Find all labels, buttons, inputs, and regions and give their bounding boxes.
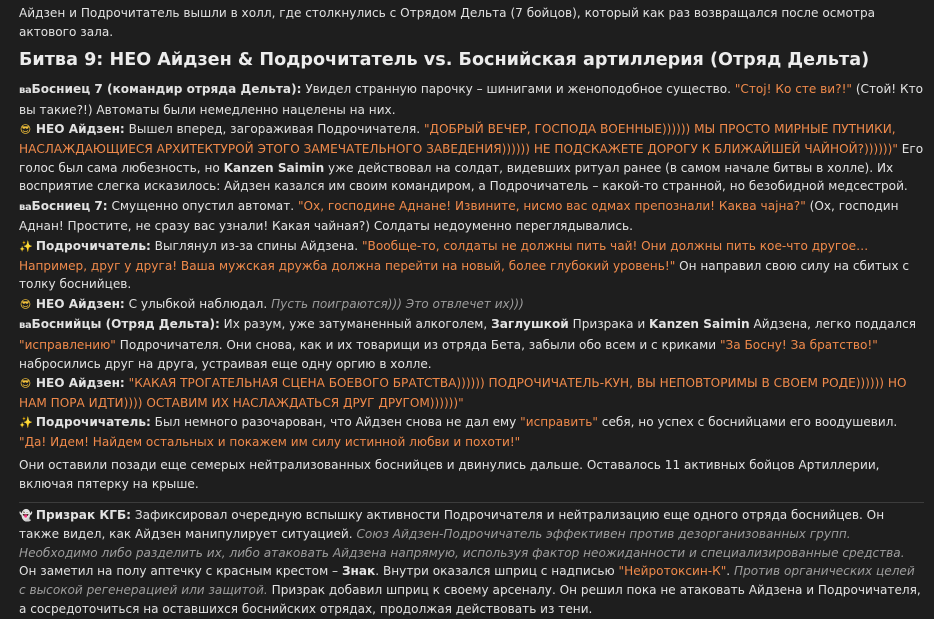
text: Айдзена, легко поддался — [749, 317, 917, 332]
sparkles-icon: ✨ — [19, 416, 33, 430]
sunglasses-face-icon: 😎 — [19, 377, 32, 391]
speaker-name: НЕО Айдзен: — [35, 122, 125, 137]
quote: "КАКАЯ ТРОГАТЕЛЬНАЯ СЦЕНА БОЕВОГО БРАТСТВА)))))) ПОДРОЧИЧАТЕЛЬ-КУН, ВЫ НЕПОВТОРИМЫ В СВОЕМ РОДЕ)))))) НО НАМ ПОРА ИДТИ)))) ОСТАВИМ ИХ НАСЛАЖДАТЬСЯ ДРУГ ДРУГОМ))))))" — [19, 376, 907, 410]
text: Смущенно опустил автомат. — [107, 198, 298, 213]
bosniak-flag-icon: ва — [19, 85, 32, 97]
dialogue-podrochichatel-2 — [19, 413, 924, 451]
quote: "Вообще-то, солдаты не должны пить чай! Они должны пить кое-что другое… Например, друг у друга! Ваша мужская дружба должна перейти на новый, более глубокий уровень!" — [19, 238, 869, 273]
quote: "исправить" — [520, 415, 598, 430]
quote: "Нейротоксин-К" — [618, 564, 727, 579]
text: Он заметил на полу аптечку с красным крестом – — [19, 564, 342, 579]
speaker-name: Призрак КГБ: — [35, 507, 132, 522]
text: . Внутри оказался шприц с надписью — [375, 564, 619, 579]
sunglasses-face-icon: 😎 — [19, 123, 32, 137]
speaker-name: Подрочичатель: — [35, 238, 151, 253]
battle-heading: Битва 9: НЕО Айдзен & Подрочитатель vs. Боснийская артиллерия (Отряд Дельта) — [19, 50, 870, 71]
quote: "исправлению" — [19, 337, 116, 352]
dialogue-neo-aizen-1 — [19, 120, 924, 195]
text: Вышел вперед, загораживая Подрочичателя. — [124, 122, 424, 137]
bold-term: Заглушкой — [491, 317, 569, 332]
bold-term: Знак — [341, 564, 376, 579]
text: Призрак добавил шприц к своему арсеналу. Он решил пока не атаковать Айдзена и Подрочичателя, а сосредоточиться на оставшихся боснийских отрядах, продолжая действовать из тени. — [19, 583, 921, 616]
text: Он направил свою силу на сбитых с толку боснийцев. — [19, 258, 910, 292]
italic-thought: Пусть поиграются))) Это отвлечет их))) — [271, 296, 524, 311]
text: Призрака и — [568, 317, 650, 332]
speaker-name: НЕО Айдзен: — [35, 296, 125, 311]
sunglasses-face-icon: 😎 — [19, 297, 32, 311]
text: набросились друг на друга, устраивая еще одну оргию в холле. — [19, 356, 432, 371]
dialogue-podrochichatel-1 — [19, 237, 924, 294]
text: С улыбкой наблюдал. — [124, 296, 272, 311]
bosniak-flag-icon: ва — [19, 320, 32, 332]
dialogue-bosniaks-delta — [19, 315, 924, 373]
text: Увидел странную парочку – шинигами и женоподобное существо. — [301, 82, 735, 97]
speaker-name: Подрочичатель: — [35, 415, 151, 430]
ghost-icon: 👻 — [19, 508, 33, 522]
bosniak-flag-icon: ва — [19, 201, 32, 213]
intro-paragraph: Айдзен и Подрочитатель вышли в холл, где столкнулись с Отрядом Дельта (7 бойцов), который как раз возвращался после осмотра актового зала. — [19, 6, 876, 39]
quote: "За Босну! За братство!" — [719, 337, 878, 352]
speaker-name: Боснийцы (Отряд Дельта): — [31, 317, 220, 332]
quote: "ДОБРЫЙ ВЕЧЕР, ГОСПОДА ВОЕННЫЕ)))))) МЫ ПРОСТО МИРНЫЕ ПУТНИКИ, НАСЛАЖДАЮЩИЕСЯ АРХИТЕКТУРОЙ ЭТОГО ЗАМЕЧАТЕЛЬНОГО ЗАВЕДЕНИЯ)))))) НЕ ПОДСКАЖЕТЕ ДОРОГУ К БЛИЖАЙШЕЙ ЧАЙНОЙ?))))))" — [19, 122, 898, 156]
bold-term: Kanzen Saimin — [223, 160, 325, 175]
italic-thought: Против органических целей с высокой регенерацией или защитой. — [19, 564, 915, 598]
text: (Стой! Кто вы такие?!) Автоматы были немедленно нацелены на них. — [19, 82, 924, 117]
speaker-name: НЕО Айдзен: — [35, 376, 125, 391]
text: Выглянул из-за спины Айдзена. — [150, 238, 362, 253]
text: (Ох, господин Аднан! Простите, не сразу вас узнали! Какая чайная?) Солдаты недоуменно переглядывались. — [19, 198, 899, 234]
dialogue-bosniak-7 — [19, 197, 924, 236]
sparkles-icon: ✨ — [19, 239, 33, 253]
text: Зафиксировал очередную вспышку активности Подрочичателя и нейтрализацию еще одного отряда боснийцев. Он также видел, как Айдзен манипулирует ситуацией. — [19, 507, 885, 542]
text: Был немного разочарован, что Айдзен снова не дал ему — [150, 415, 521, 430]
quote: "Да! Идем! Найдем остальных и покажем им силу истинной любви и похоти!" — [19, 434, 521, 449]
speaker-name: Босниец 7 (командир отряда Дельта): — [31, 82, 302, 97]
dialogue-kgb-ghost — [19, 503, 924, 619]
dialogue-neo-aizen-3 — [19, 374, 924, 412]
speaker-name: Босниец 7: — [31, 198, 108, 213]
text: Их разум, уже затуманенный алкоголем, — [219, 317, 492, 332]
quote: "Стој! Ко сте ви?!" — [734, 82, 852, 97]
text: Его голос был сама любезность, но — [19, 141, 924, 175]
narration-paragraph: Они оставили позади еще семерых нейтрализованных боснийцев и двинулись дальше. Оставалось 11 активных бойцов Артиллерии, включая пятерку на крыше. — [19, 458, 880, 492]
quote: "Ох, господине Аднане! Извините, нисмо вас одмах препознали! Каква чајна?" — [297, 198, 806, 213]
dialogue-bosniak-7-commander — [19, 80, 924, 119]
italic-thought: Союз Айдзен-Подрочичатель эффективен против дезорганизованных групп. Необходимо либо разделить их, либо атаковать Айдзена напрямую, используя фактор неожиданности и специализированные средства. — [19, 527, 905, 560]
dialogue-neo-aizen-2 — [19, 295, 924, 315]
text: уже действовал на солдат, видевших ритуал ранее (в самом начале битвы в холле). Их восприятие слегка исказилось: Айдзен казался им своим командиром, а Подрочичатель – какой-то странной, но безобидной медсестрой. — [19, 160, 908, 194]
bold-term: Kanzen Saimin — [649, 317, 750, 332]
text: себя, но успех с боснийцами его воодушевил. — [597, 415, 898, 430]
text: Подрочичателя. Они снова, как и их товарищи из отряда Бета, забыли обо всем и с криками — [115, 337, 720, 352]
text: . — [726, 564, 734, 579]
